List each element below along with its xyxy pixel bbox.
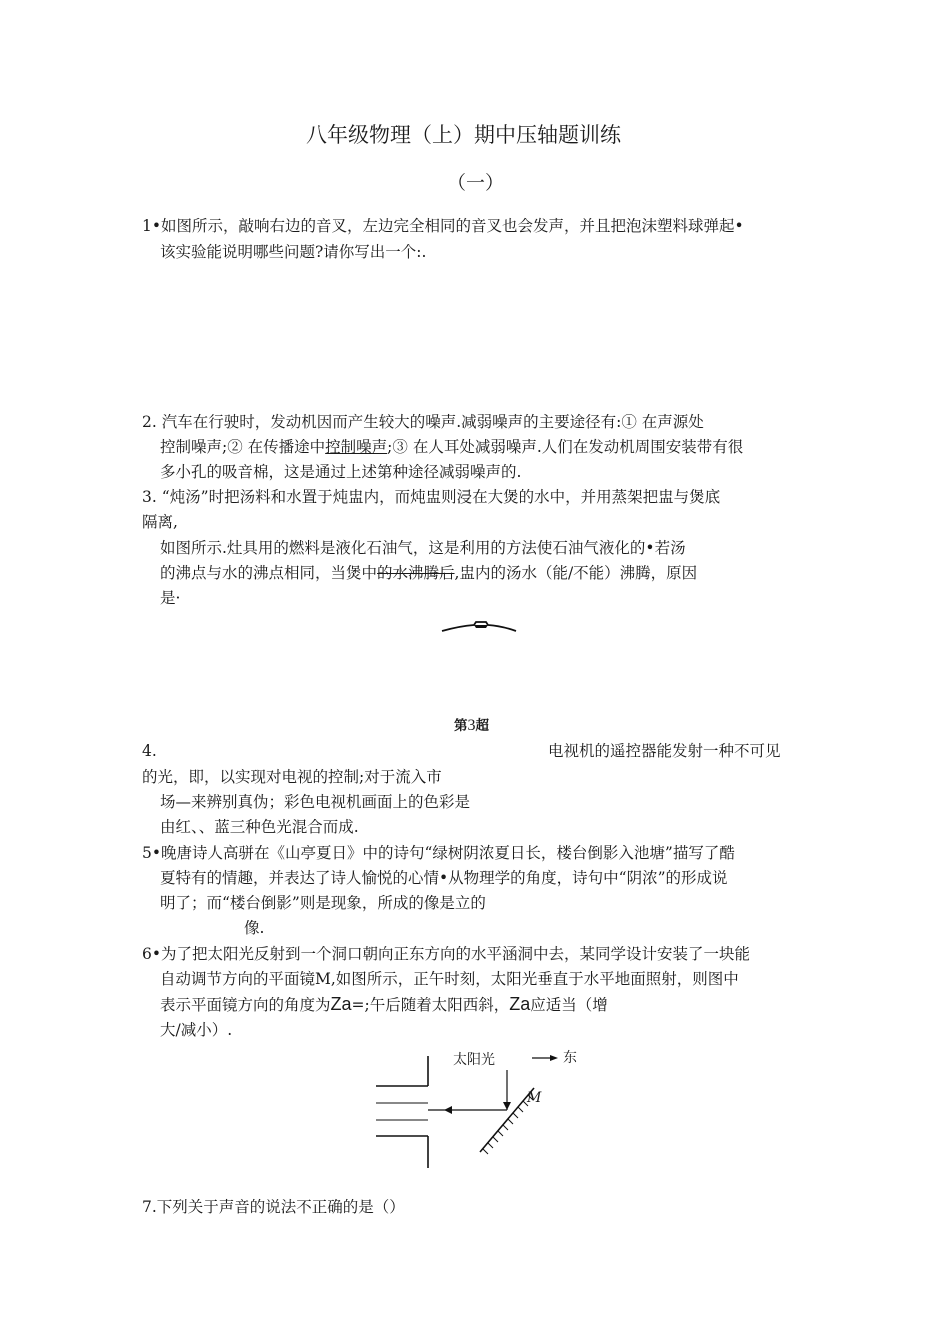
- q4-line4: 由红、、蓝三种色光混合而成.: [160, 818, 359, 836]
- q6-line4: 大/减小）.: [160, 1021, 233, 1039]
- q3-line4-struck: 的水沸腾后: [377, 564, 455, 582]
- q5-line3: 明了；而“楼台倒影”则是现象，所成的像是立的: [160, 894, 486, 912]
- q2-line2: [160, 437, 743, 457]
- q3-line3: 如图所示.灶具用的燃料是液化石油气，这是利用的方法使石油气液化的•若汤: [160, 539, 686, 557]
- q4-number: 4.: [142, 742, 157, 760]
- q6-angle-symbol-2: Za: [509, 994, 531, 1014]
- q3-line4: [160, 563, 697, 583]
- q3-figure-caption: [454, 716, 489, 736]
- q6-fig-mirror-label: M: [527, 1090, 542, 1106]
- q2-line2-underlined: 控制噪声: [325, 438, 388, 456]
- q3-caption-c: 超: [475, 718, 489, 734]
- q2-line2-a: 控制噪声;② 在传播途中: [160, 438, 326, 456]
- q6-fig-east-label: 东: [563, 1050, 577, 1066]
- page-subtitle: （一）: [447, 172, 505, 194]
- q3-caption-b: 3: [467, 717, 476, 734]
- q2-line3: 多小孔的吸音棉，这是通过上述第种途径减弱噪声的.: [160, 463, 522, 481]
- q5-line2: 夏特有的情趣，并表达了诗人愉悦的心情•从物理学的角度，诗句中“阴浓”的形成说: [160, 869, 728, 887]
- q3-line5: 是·: [160, 589, 181, 607]
- q6-line3-c: =;午后随着太阳西斜，: [351, 996, 510, 1014]
- q6-line3: [160, 994, 608, 1015]
- q3-line1: 3. “炖汤”时把汤料和水置于炖盅内，而炖盅则浸在大煲的水中，并用蒸架把盅与煲底: [142, 488, 721, 506]
- page-title: 八年级物理（上）期中压轴题训练: [306, 123, 621, 147]
- q6-line2: 自动调节方向的平面镜M,如图所示，正午时刻，太阳光垂直于水平地面照射，则图中: [160, 970, 739, 988]
- q6-angle-symbol: Za: [330, 994, 352, 1014]
- q6-line3-e: 应适当（增: [530, 996, 608, 1014]
- q4-line2: 的光，即，以实现对电视的控制;对于流入市: [142, 768, 442, 786]
- q5-line4: 像.: [244, 919, 265, 937]
- q3-caption-a: 第: [454, 718, 468, 734]
- q6-line3-a: 表示平面镜方向的角度为: [160, 996, 331, 1014]
- q2-line2-c: ;③ 在人耳处减弱噪声.人们在发动机周围安装带有很: [387, 438, 744, 456]
- q6-fig-sunlight-label: 太阳光: [453, 1052, 495, 1068]
- q3-line4-a: 的沸点与水的沸点相同，当煲中: [160, 564, 378, 582]
- q1-line1: 1•如图所示，敲响右边的音叉，左边完全相同的音叉也会发声，并且把泡沫塑料球弹起•: [142, 217, 744, 235]
- q1-line2: 该实验能说明哪些问题?请你写出一个:.: [160, 243, 427, 261]
- q6-line1: 6•为了把太阳光反射到一个洞口朝向正东方向的水平涵洞中去，某同学设计安装了一块能: [142, 945, 751, 963]
- q7-line1: 7.下列关于声音的说法不正确的是（）: [142, 1198, 405, 1216]
- q4-line3: 场—来辨别真伪；彩色电视机画面上的色彩是: [160, 793, 471, 811]
- q5-line1: 5•晚唐诗人高骈在《山亭夏日》中的诗句“绿树阴浓夏日长，楼台倒影入池塘”描写了酷: [142, 844, 735, 862]
- q2-line1: 2. 汽车在行驶时，发动机因而产生较大的噪声.减弱噪声的主要途径有:① 在声源处: [142, 413, 704, 431]
- q4-line1: 电视机的遥控器能发射一种不可见: [548, 742, 781, 760]
- q3-line2: 隔离,: [142, 513, 178, 531]
- q3-figure-lid-fragment: [440, 620, 520, 634]
- q3-line4-c: ,盅内的汤水（能/不能）沸腾，原因: [454, 564, 698, 582]
